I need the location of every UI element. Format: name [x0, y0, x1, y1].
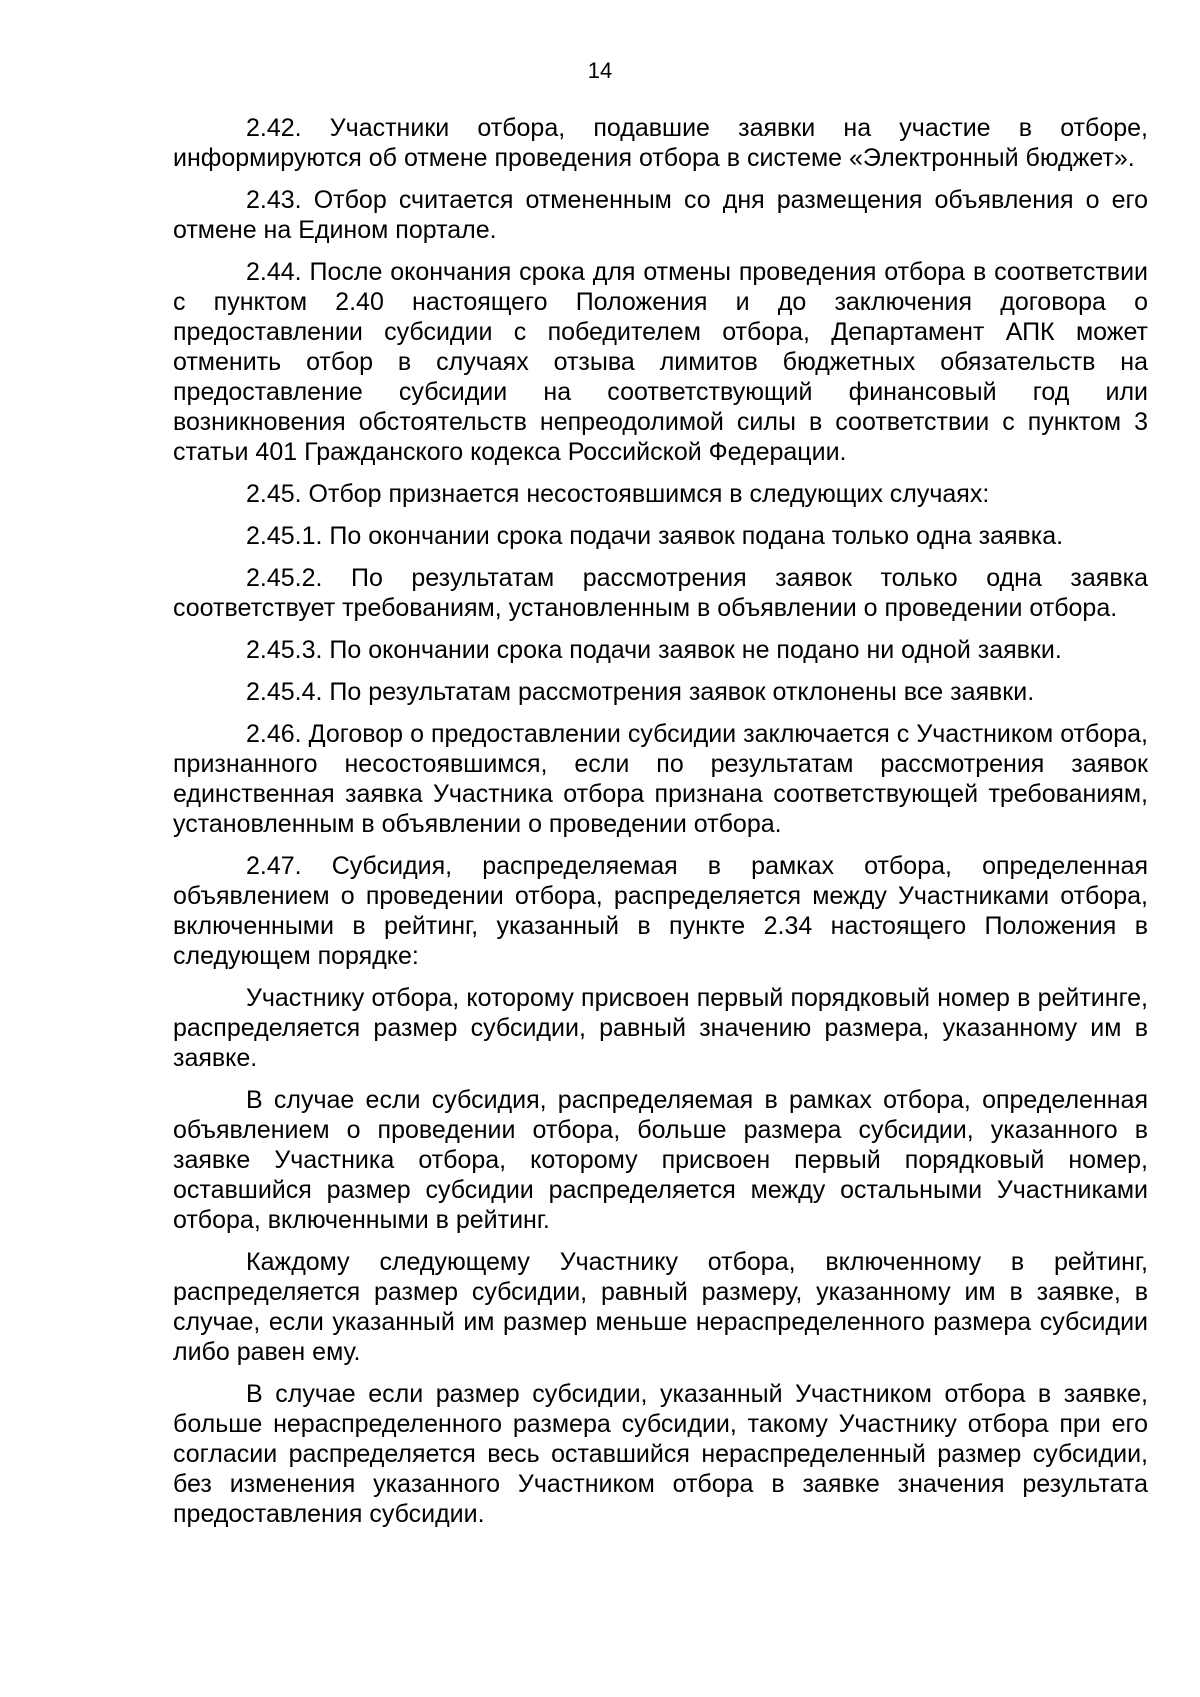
paragraph-2-45-3: 2.45.3. По окончании срока подачи заявок не подано ни одной заявки. [246, 636, 1062, 664]
paragraph-2-45-1: 2.45.1. По окончании срока подачи заявок подана только одна заявка. [246, 522, 1064, 550]
paragraph-2-42: 2.42. Участники отбора, подавшие заявки на участие в отборе, информируются об отмене проведения отбора в системе «Электронный бюджет». [173, 114, 1148, 172]
paragraph-2-44: 2.44. После окончания срока для отмены проведения отбора в соответствии с пунктом 2.40 настоящего Положения и до заключения договора о предоставлении субсидии с победителем отбора, Департамент АПК может отменить отбор в случаях отзыва лимитов бюджетных обязательств на предоставление субсидии на соответствующий финансовый год или возникновения обстоятельств непреодолимой силы в соответствии с пунктом 3 статьи 401 Гражданского кодекса Российской Федерации. [173, 258, 1148, 466]
paragraph-2-45: 2.45. Отбор признается несостоявшимся в следующих случаях: [246, 480, 990, 508]
paragraph-next-participant: Каждому следующему Участнику отбора, включенному в рейтинг, распределяется размер субсидии, равный размеру, указанному им в заявке, в случае, если указанный им размер меньше нераспределенного размера субсидии либо равен ему. [173, 1248, 1148, 1366]
page-number: 14 [587, 58, 613, 83]
paragraph-remaining-subsidy: В случае если субсидия, распределяемая в рамках отбора, определенная объявлением о проведении отбора, больше размера субсидии, указанного в заявке Участника отбора, которому присвоен первый порядковый номер, оставшийся размер субсидии распределяется между остальными Участниками отбора, включенными в рейтинг. [173, 1086, 1148, 1234]
document-body [173, 113, 1148, 1541]
paragraph-2-45-2: 2.45.2. По результатам рассмотрения заявок только одна заявка соответствует требованиям, установленным в объявлении о проведении отбора. [173, 564, 1148, 622]
paragraph-first-participant: Участнику отбора, которому присвоен первый порядковый номер в рейтинге, распределяется размер субсидии, равный значению размера, указанному им в заявке. [173, 984, 1148, 1072]
paragraph-exceeding-size: В случае если размер субсидии, указанный Участником отбора в заявке, больше нераспределенного размера субсидии, такому Участнику отбора при его согласии распределяется весь оставшийся нераспределенный размер субсидии, без изменения указанного Участником отбора в заявке значения результата предоставления субсидии. [173, 1380, 1148, 1528]
paragraph-2-46: 2.46. Договор о предоставлении субсидии заключается с Участником отбора, признанного несостоявшимся, если по результатам рассмотрения заявок единственная заявка Участника отбора признана соответствующей требованиям, установленным в объявлении о проведении отбора. [173, 720, 1148, 838]
paragraph-2-45-4: 2.45.4. По результатам рассмотрения заявок отклонены все заявки. [246, 678, 1035, 706]
paragraph-2-43: 2.43. Отбор считается отмененным со дня размещения объявления о его отмене на Едином портале. [173, 186, 1148, 244]
paragraph-2-47: 2.47. Субсидия, распределяемая в рамках отбора, определенная объявлением о проведении отбора, распределяется между Участниками отбора, включенными в рейтинг, указанный в пункте 2.34 настоящего Положения в следующем порядке: [173, 852, 1148, 970]
